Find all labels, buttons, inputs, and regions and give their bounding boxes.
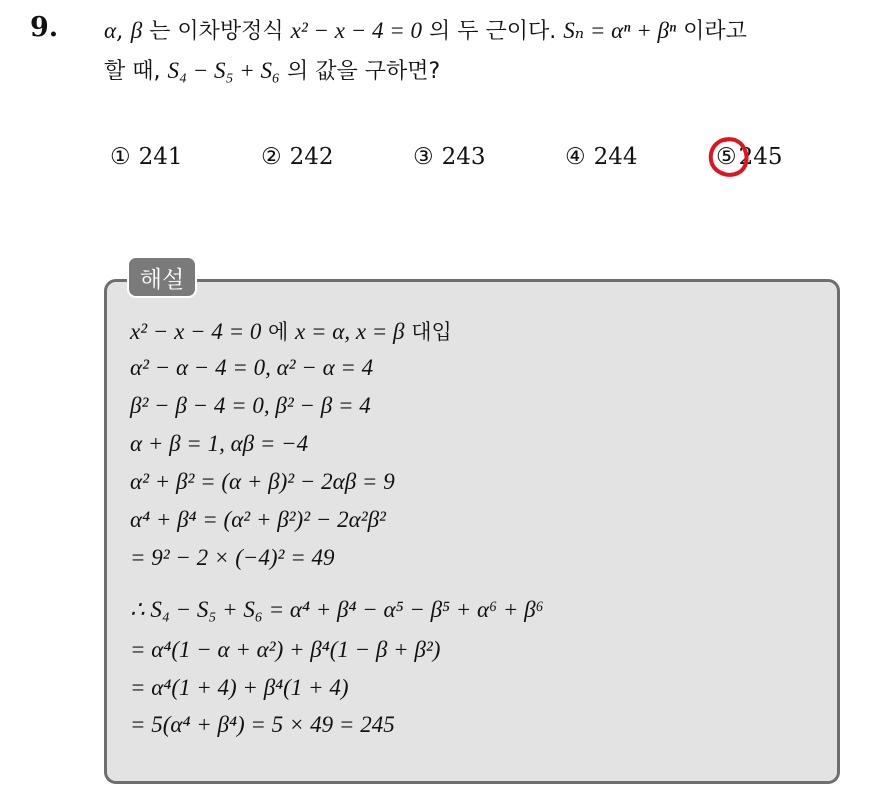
quadratic-equation: x² − x − 4 = 0	[290, 18, 423, 43]
solution-line-5: α² + β² = (α + β)² − 2αβ = 9	[130, 469, 395, 494]
option-2[interactable]: ② 242	[261, 144, 334, 170]
solution-line-6: α⁴ + β⁴ = (α² + β²)² − 2α²β²	[130, 507, 386, 532]
solution-line-7: = 9² − 2 × (−4)² = 49	[130, 545, 335, 570]
question-number: 9.	[30, 12, 59, 43]
option-1[interactable]: ① 241	[110, 144, 183, 170]
solution-line-9: = α⁴(1 − α + α²) + β⁴(1 − β + β²)	[130, 637, 441, 662]
option-5[interactable]: ⑤245	[716, 144, 783, 170]
question-line-1: α, β 는 이차방정식 x² − x − 4 = 0 의 두 근이다. Sₙ = αⁿ + βⁿ 이라고	[104, 18, 747, 44]
question-line-2: 할 때, S₄ − S₅ + S₆ 의 값을 구하면?	[104, 58, 441, 84]
option-3[interactable]: ③ 243	[413, 144, 486, 170]
answer-circle-mark	[705, 134, 751, 180]
solution-line-10: = α⁴(1 + 4) + β⁴(1 + 4)	[130, 675, 349, 700]
solution-line-1: x² − x − 4 = 0 에 x = α, x = β 대입	[130, 319, 452, 344]
solution-line-8: ∴ S₄ − S₅ + S₆ = α⁴ + β⁴ − α⁵ − β⁵ + α⁶ + β⁶	[130, 597, 544, 622]
solution-label: 해설	[127, 256, 197, 298]
solution-line-4: α + β = 1, αβ = −4	[130, 431, 309, 456]
solution-line-3: β² − β − 4 = 0, β² − β = 4	[130, 393, 371, 418]
target-expression: S₄ − S₅ + S₆	[167, 58, 281, 83]
option-4[interactable]: ④ 244	[565, 144, 638, 170]
sn-definition: Sₙ = αⁿ + βⁿ	[563, 18, 677, 43]
solution-line-2: α² − α − 4 = 0, α² − α = 4	[130, 355, 374, 380]
solution-line-11: = 5(α⁴ + β⁴) = 5 × 49 = 245	[130, 712, 395, 737]
